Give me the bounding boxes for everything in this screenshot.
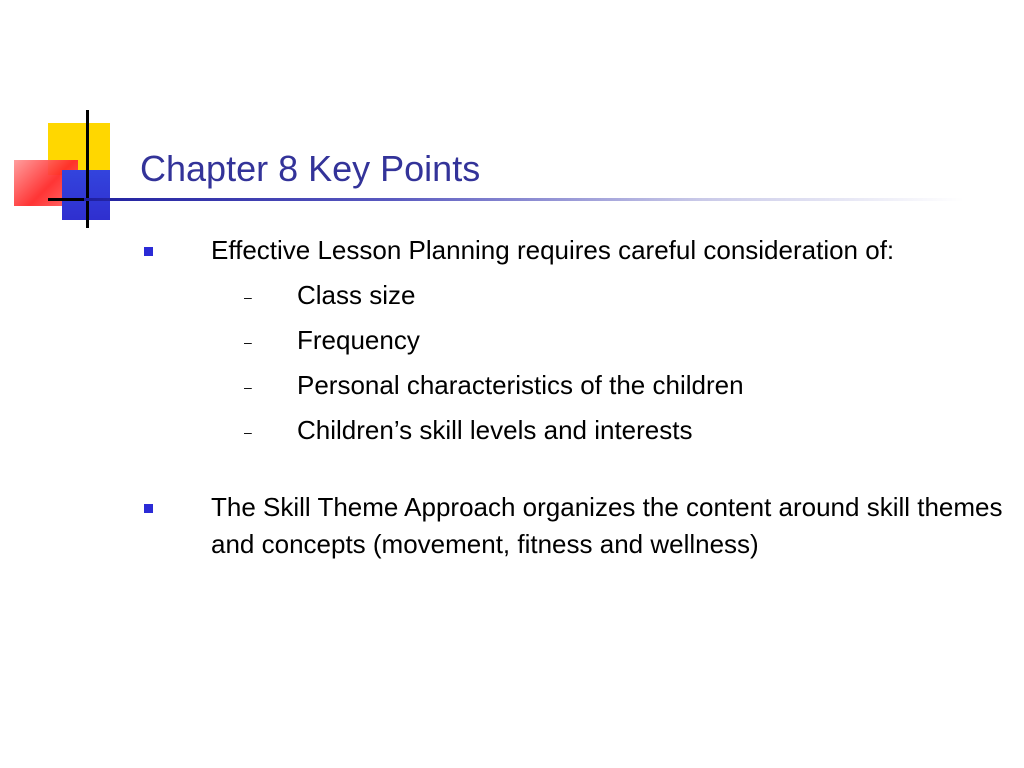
sub-bullet-item bbox=[211, 318, 1010, 363]
dash-icon: – bbox=[244, 424, 252, 440]
sub-bullet-item bbox=[211, 408, 1010, 453]
sub-bullet-item bbox=[211, 273, 1010, 318]
bullet-text: The Skill Theme Approach organizes the content around skill themes and concepts (movement, fitness and wellness) bbox=[211, 492, 1003, 559]
sub-bullet-list bbox=[211, 273, 1010, 453]
square-bullet-icon bbox=[144, 247, 153, 256]
dash-icon: – bbox=[244, 289, 252, 305]
slide-content bbox=[140, 232, 1010, 563]
bullet-item bbox=[140, 489, 1010, 563]
dash-icon: – bbox=[244, 379, 252, 395]
title-underline bbox=[84, 198, 964, 201]
sub-bullet-item bbox=[211, 363, 1010, 408]
dash-icon: – bbox=[244, 334, 252, 350]
sub-bullet-text: Frequency bbox=[297, 325, 420, 355]
sub-bullet-text: Personal characteristics of the children bbox=[297, 370, 744, 400]
sub-bullet-text: Children’s skill levels and interests bbox=[297, 415, 693, 445]
square-bullet-icon bbox=[144, 504, 153, 513]
bullet-item bbox=[140, 232, 1010, 453]
decorative-color-squares bbox=[0, 0, 150, 240]
sub-bullet-text: Class size bbox=[297, 280, 416, 310]
bullet-text: Effective Lesson Planning requires careful consideration of: bbox=[211, 235, 895, 265]
slide-title: Chapter 8 Key Points bbox=[140, 148, 481, 189]
vertical-line bbox=[86, 110, 89, 228]
spacer bbox=[140, 453, 1010, 489]
